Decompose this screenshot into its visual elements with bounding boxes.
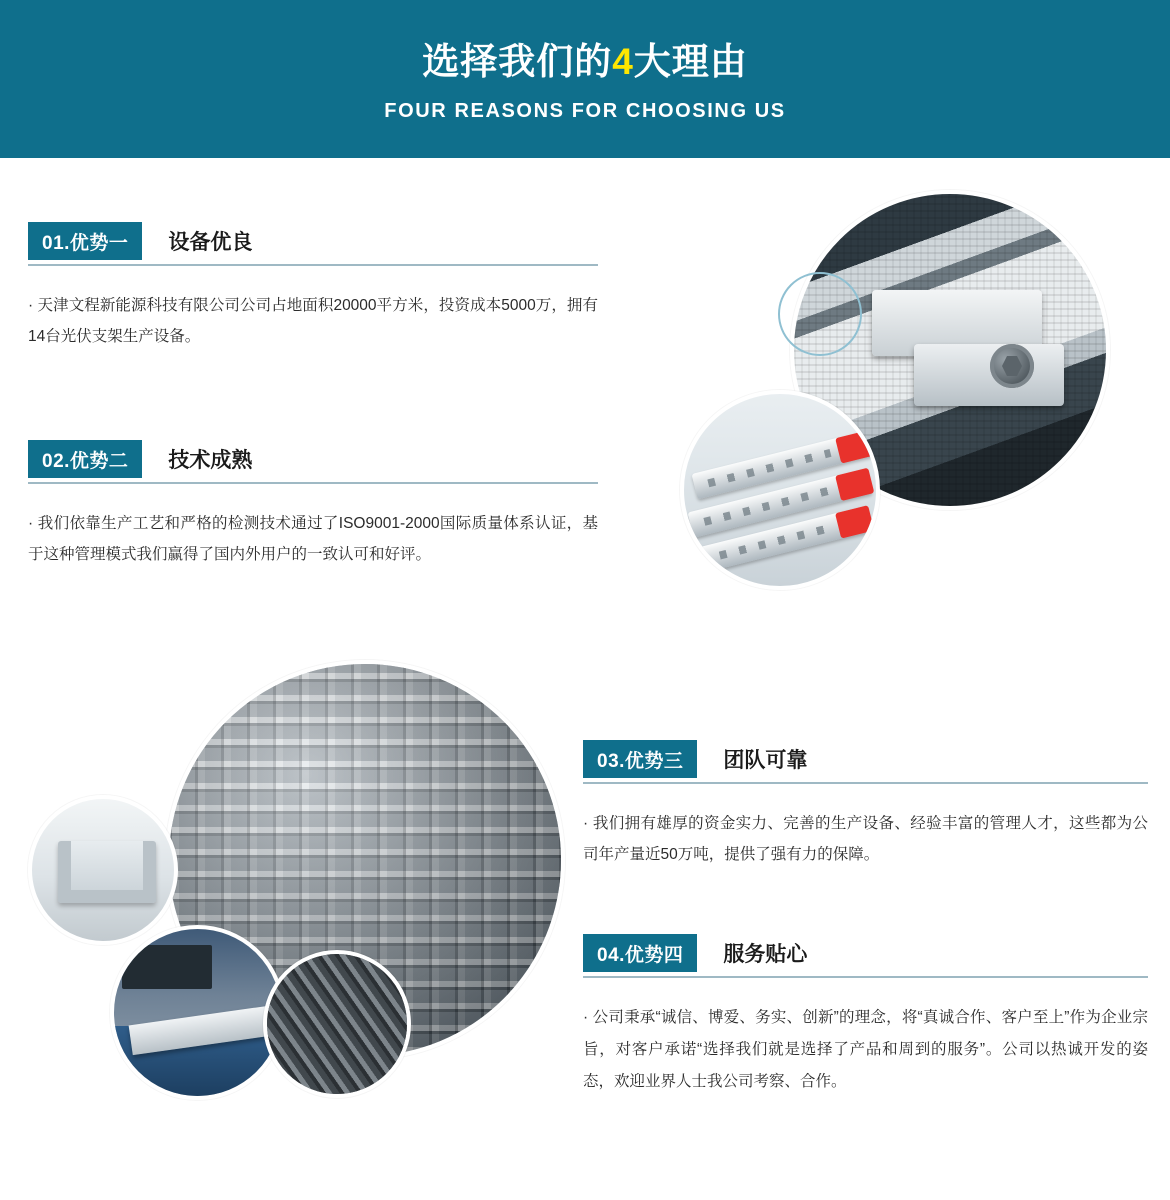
reason-4-title: 服务贴心	[723, 943, 808, 966]
page-title-prefix: 选择我们的	[422, 41, 613, 82]
reason-2-body: · 我们依靠生产工艺和严格的检测技术通过了ISO9001-2000国际质量体系认证，基于这种管理模式我们赢得了国内外用户的一致认可和好评。	[28, 515, 598, 563]
u-channel-steel-photo	[28, 795, 178, 945]
reason-2-divider	[28, 482, 598, 484]
steel-coil-bundle-photo	[263, 950, 411, 1098]
reason-2-title: 技术成熟	[168, 449, 253, 472]
reason-2-tag: 02.优势二	[28, 440, 142, 478]
clamp-bolt	[990, 344, 1034, 388]
reason-1-tag: 01.优势一	[28, 222, 142, 260]
reason-2-head	[28, 440, 598, 478]
page-title	[0, 42, 1170, 83]
page-title-accent: 4	[612, 41, 634, 82]
coil-texture	[267, 954, 407, 1094]
reason-3-head	[583, 740, 1148, 778]
reason-4-divider	[583, 976, 1148, 978]
profile-red-tip	[835, 505, 874, 538]
decorative-circle-outline	[778, 272, 862, 356]
reason-1-title: 设备优良	[168, 231, 253, 254]
reason-3-title: 团队可靠	[723, 749, 808, 772]
machine-housing	[122, 945, 212, 989]
reason-4-body: · 公司秉承“诚信、博爱、务实、创新”的理念，将“真诚合作、客户至上”作为企业宗旨，对客户承诺“选择我们就是选择了产品和周到的服务”。公司以热诚开发的姿态，欢迎业界人士我公司考察、合作。	[583, 1009, 1148, 1090]
reason-3-tag: 03.优势三	[583, 740, 697, 778]
reason-3-body: · 我们拥有雄厚的资金实力、完善的生产设备、经验丰富的管理人才，这些都为公司年产量近50万吨，提供了强有力的保障。	[583, 815, 1148, 863]
clamp-lower-part	[914, 344, 1064, 406]
reason-4-head	[583, 934, 1148, 972]
profile-red-tip	[835, 468, 874, 501]
page-header	[0, 0, 1170, 158]
reason-1-divider	[28, 264, 598, 266]
reason-block-2	[28, 440, 598, 570]
reason-block-4	[583, 934, 1148, 1097]
profile-red-tip	[835, 430, 874, 463]
page-subtitle: FOUR REASONS FOR CHOOSING US	[384, 99, 786, 122]
u-channel-shape	[58, 841, 156, 903]
reason-block-1	[28, 222, 598, 352]
reason-4-tag: 04.优势四	[583, 934, 697, 972]
reason-3-divider	[583, 782, 1148, 784]
page-title-suffix: 大理由	[633, 41, 748, 82]
reason-1-head	[28, 222, 598, 260]
reason-block-3	[583, 740, 1148, 870]
photo-collage-top	[660, 190, 1160, 590]
red-tipped-steel-profiles-photo	[680, 390, 880, 590]
photo-collage-bottom	[10, 650, 570, 1120]
footer-spacer	[0, 1140, 1170, 1200]
reason-1-body: · 天津文程新能源科技有限公司公司占地面积20000平方米，投资成本5000万，拥有14台光伏支架生产设备。	[28, 297, 598, 345]
roll-forming-machine-photo	[110, 925, 285, 1100]
